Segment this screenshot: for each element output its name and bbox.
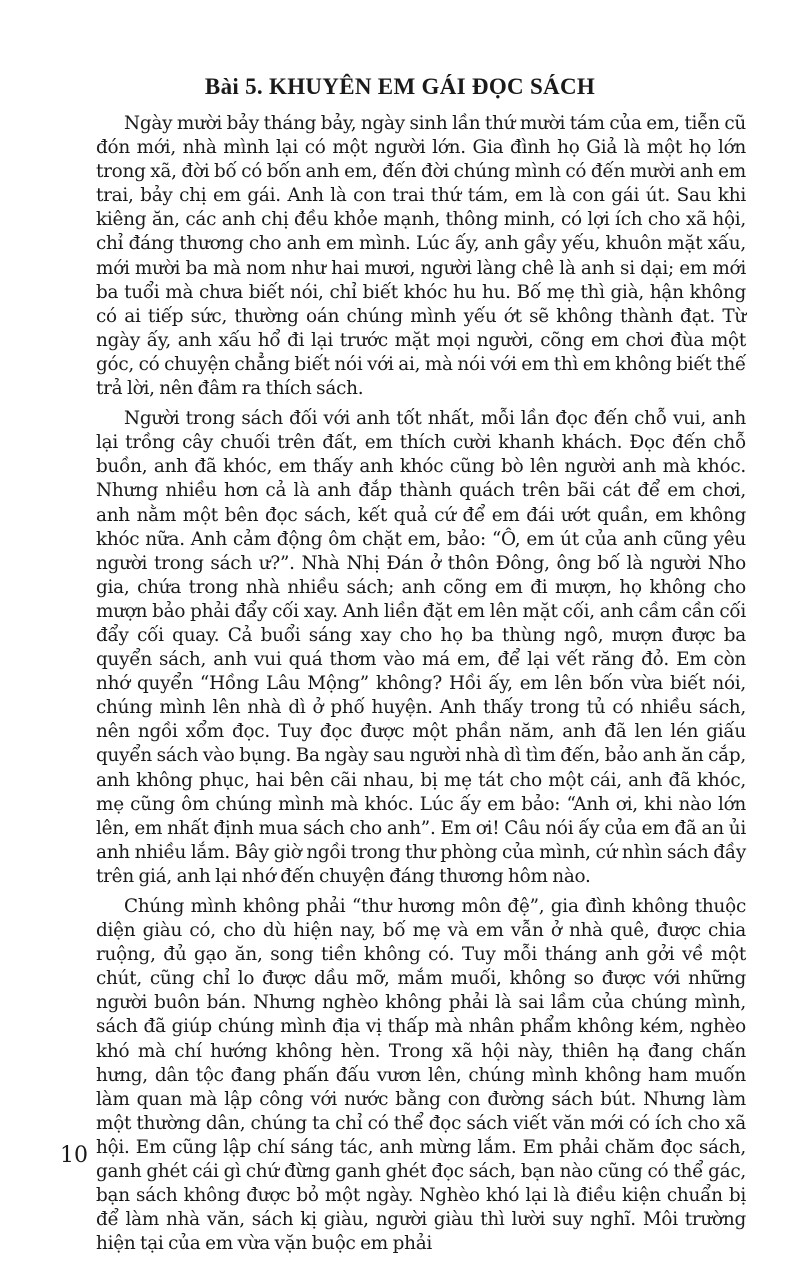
paragraph-1: Ngày mười bảy tháng bảy, ngày sinh lần thứ mười tám của em, tiễn cũ đón mới, nhà mình lại có một người lớn. Gia đình họ Giả là một họ lớn trong xã, đời bố có bốn anh em, đến đời chúng mình có đến mười anh em trai, bảy chị em gái. Anh là con trai thứ tám, em là con gái út. Sau khi kiêng ăn, các anh chị đều khỏe mạnh, thông minh, có lợi ích cho xã hội, chỉ đáng thương cho anh em mình. Lúc ấy, anh gầy yếu, khuôn mặt xấu, mới mười ba mà nom như hai mươi, người làng chê là anh si dại; em mới ba tuổi mà chưa biết nói, chỉ biết khóc hu hu. Bố mẹ thì già, hận không có ai tiếp sức, thường oán chúng mình yếu ớt sẽ không thành đạt. Từ ngày ấy, anh xấu hổ đi lại trước mặt mọi người, cõng em chơi đùa một góc, có chuyện chẳng biết nói với ai, mà nói với em thì em không biết thế trả lời, nên đâm ra thích sách. <box>96 113 746 400</box>
chapter-title: Bài 5. KHUYÊN EM GÁI ĐỌC SÁCH <box>204 74 596 99</box>
page-number: 10 <box>60 1143 88 1168</box>
paragraph-2: Người trong sách đối với anh tốt nhất, mỗi lần đọc đến chỗ vui, anh lại trồng cây chuối trên đất, em thích cười khanh khách. Đọc đến chỗ buồn, anh đã khóc, em thấy anh khóc cũng bò lên người anh mà khóc. Nhưng nhiều hơn cả là anh đắp thành quách trên bãi cát để em chơi, anh nằm một bên đọc sách, kết quả cứ để em đái ướt quần, em không khóc nữa. Anh cảm động ôm chặt em, bảo: “Ô, em út của anh cũng yêu người trong sách ư?”. Nhà Nhị Đán ở thôn Đông, ông bố là người Nho gia, chứa trong nhà nhiều sách; anh cõng em đi mượn, họ không cho mượn bảo phải đẩy cối xay. Anh liền đặt em lên mặt cối, anh cầm cần cối đẩy cối quay. Cả buổi sáng xay cho họ ba thùng ngô, mượn được ba quyển sách, anh vui quá thơm vào má em, để lại vết răng đỏ. Em còn nhớ quyển “Hồng Lâu Mộng” không? Hồi ấy, em lên bốn vừa biết nói, chúng mình lên nhà dì ở phố huyện. Anh thấy trong tủ có nhiều sách, nên ngồi xổm đọc. Tuy đọc được một phần năm, anh đã len lén giấu quyển sách vào bụng. Ba ngày sau người nhà dì tìm đến, bảo anh ăn cắp, anh không phục, hai bên cãi nhau, bị mẹ tát cho một cái, anh đã khóc, mẹ cũng ôm chúng mình mà khóc. Lúc ấy em bảo: “Anh ơi, khi nào lớn lên, em nhất định mua sách cho anh”. Em ơi! Câu nói ấy của em đã an ủi anh nhiều lắm. Bây giờ ngồi trong thư phòng của mình, cứ nhìn sách đầy trên giá, anh lại nhớ đến chuyện đáng thương hôm nào. <box>96 408 746 887</box>
body-text <box>96 112 746 1262</box>
paragraph-3: Chúng mình không phải “thư hương môn đệ”, gia đình không thuộc diện giàu có, cho dù hiện nay, bố mẹ và em vẫn ở nhà quê, được chia ruộng, đủ gạo ăn, song tiền không có. Tuy mỗi tháng anh gởi về một chút, cũng chỉ lo được dầu mỡ, mắm muối, không so được với những người buôn bán. Nhưng nghèo không phải là sai lầm của chúng mình, sách đã giúp chúng mình địa vị thấp mà nhân phẩm không kém, nghèo khó mà chí hướng không hèn. Trong xã hội này, thiên hạ đang chấn hưng, dân tộc đang phấn đấu vươn lên, chúng mình không ham muốn làm quan mà lập công với nước bằng con đường sách bút. Nhưng làm một thường dân, chúng ta chỉ có thể đọc sách viết văn mới có ích cho xã hội. Em cũng lập chí sáng tác, anh mừng lắm. Em phải chăm đọc sách, ganh ghét cái gì chứ đừng ganh ghét đọc sách, bạn nào cũng có thể gác, bạn sách không được bỏ một ngày. Nghèo khó lại là điều kiện chuẩn bị để làm nhà văn, sách kị giàu, người giàu thì lười suy nghĩ. Môi trường hiện tại của em vừa vặn buộc em phải <box>96 896 746 1255</box>
